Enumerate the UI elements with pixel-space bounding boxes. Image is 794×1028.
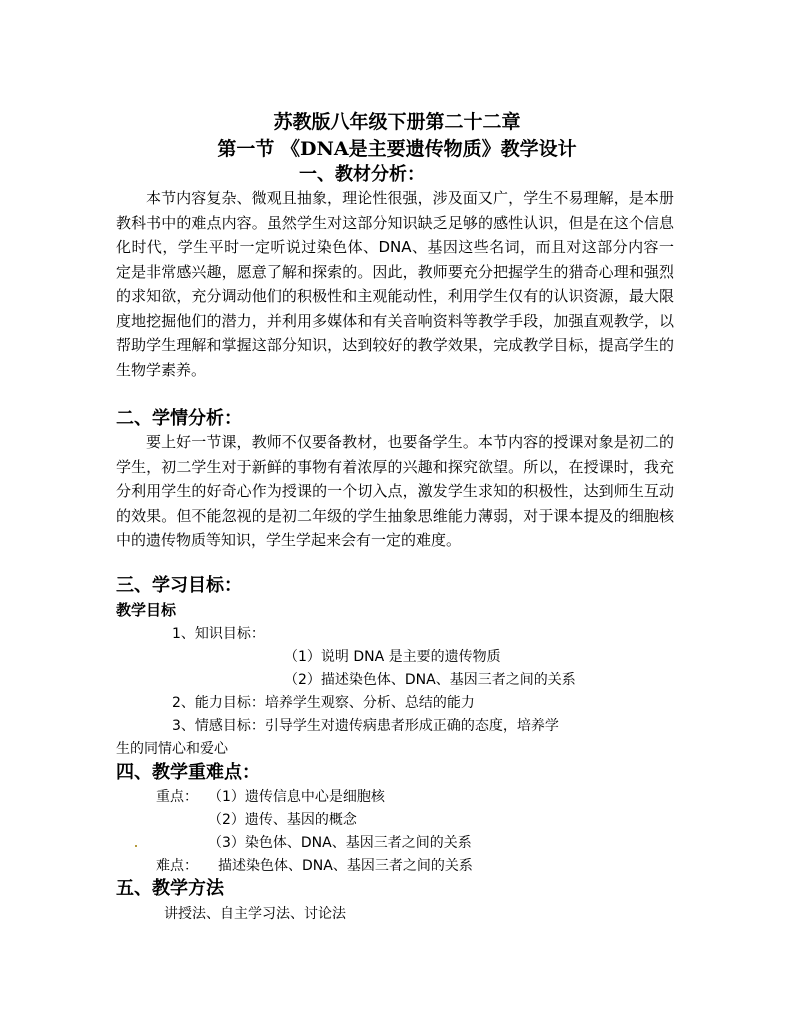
section-2-heading: 二、学情分析：: [116, 408, 242, 429]
teaching-goals-subheading: 教学目标: [116, 601, 177, 619]
key-points-label: 重点：: [156, 789, 198, 805]
section-1-heading: 一、教材分析：: [299, 164, 425, 185]
stray-dot: [135, 845, 137, 847]
section-1-body: 本节内容复杂、微观且抽象，理论性很强，涉及面又广，学生不易理解，是本册教科书中的难点内容。虽然学生对这部分知识缺乏足够的感性认识，但是在这个信息化时代，学生平时一定听说过染色体、DNA、基因这些名词，而且对这部分内容一定是非常感兴趣，愿意了解和探索的。因此，教师要充分把握学生的猎奇心理和强烈的求知欲，充分调动他们的积极性和主观能动性，利用学生仅有的认识资源，最大限度地挖掘他们的潜力，并利用多媒体和有关音响资料等教学手段，加强直观教学，以帮助学生理解和掌握这部分知识，达到较好的教学效果，完成教学目标，提高学生的生物学素养。: [116, 189, 674, 379]
section-4-heading: 四、教学重难点：: [116, 762, 260, 783]
document-title: 苏教版八年级下册第二十二章: [273, 111, 521, 133]
lesson-title: 第一节 《DNA是主要遗传物质》教学设计: [217, 138, 577, 160]
goal-emotion: 3、情感目标：引导学生对遗传病患者形成正确的态度，培养学: [172, 718, 559, 734]
goal-knowledge-1: （1）说明 DNA 是主要的遗传物质: [284, 649, 501, 665]
section-2-body: 要上好一节课，教师不仅要备教材，也要备学生。本节内容的授课对象是初二的学生，初二学生对于新鲜的事物有着浓厚的兴趣和探究欲望。所以，在授课时，我充分利用学生的好奇心作为授课的一个切入点，激发学生求知的积极性，达到师生互动的效果。但不能忽视的是初二年级的学生抽象思维能力薄弱，对于课本提及的细胞核中的遗传物质等知识，学生学起来会有一定的难度。: [116, 433, 674, 549]
section-3-heading: 三、学习目标：: [116, 575, 242, 596]
goal-ability: 2、能力目标：培养学生观察、分析、总结的能力: [172, 695, 475, 711]
key-point-1: （1）遗传信息中心是细胞核: [208, 789, 385, 805]
section-5-heading: 五、教学方法: [116, 878, 224, 899]
goal-knowledge: 1、知识目标：: [172, 626, 265, 642]
goal-knowledge-2: （2）描述染色体、DNA、基因三者之间的关系: [284, 672, 576, 688]
key-point-3: （3）染色体、DNA、基因三者之间的关系: [208, 835, 472, 851]
goal-emotion-cont: 生的同情心和爱心: [116, 741, 228, 757]
difficult-points-label: 难点：: [156, 858, 198, 874]
section-5-body: 讲授法、自主学习法、讨论法: [164, 906, 346, 922]
key-point-2: （2）遗传、基因的概念: [208, 812, 357, 828]
difficult-point-1: 描述染色体、DNA、基因三者之间的关系: [218, 858, 473, 874]
